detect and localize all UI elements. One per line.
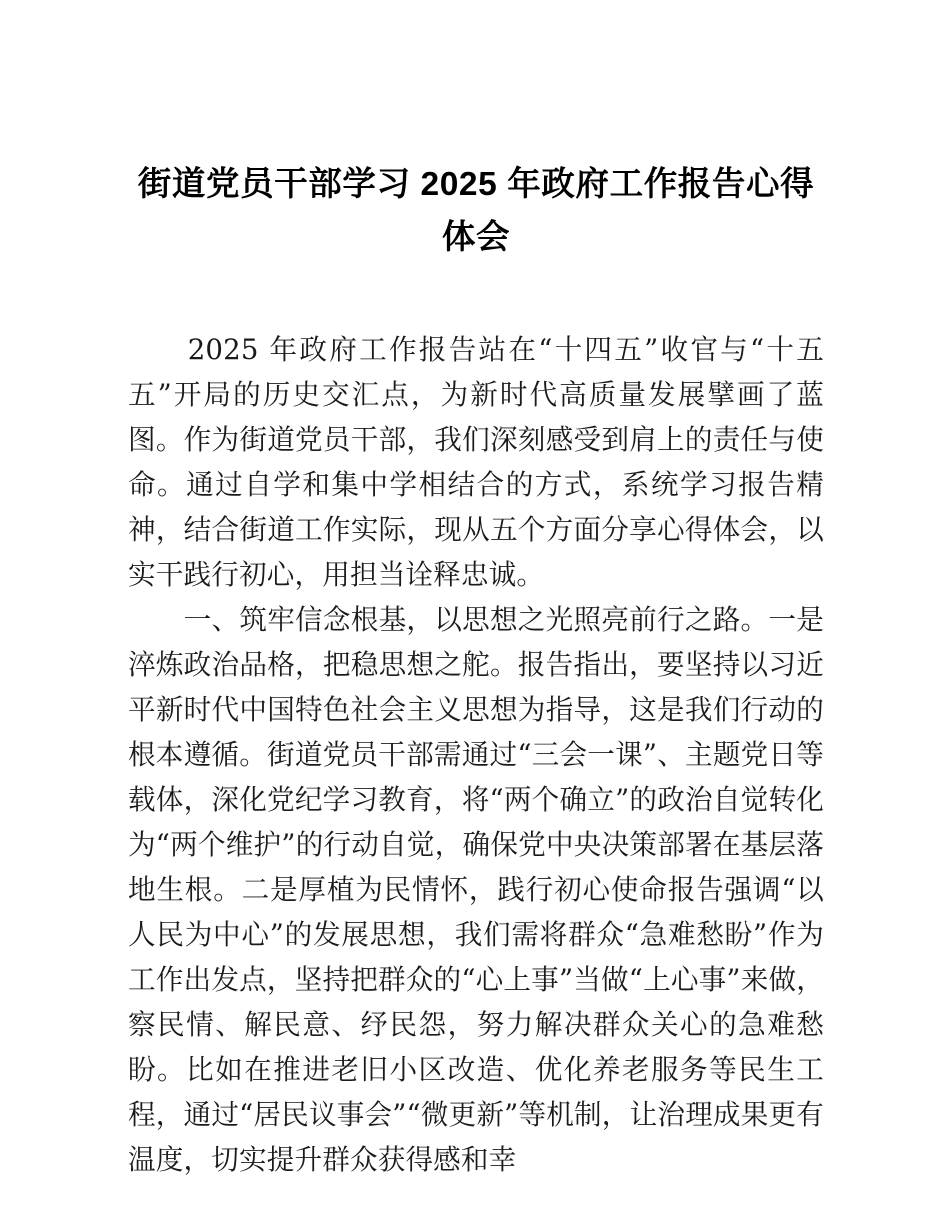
page-title: 街道党员干部学习 2025 年政府工作报告心得体会 (137, 166, 815, 256)
document-body (128, 264, 824, 1182)
paragraph-section-one: 一、筑牢信念根基，以思想之光照亮前行之路。一是淬炼政治品格，把稳思想之舵。报告指出，要坚持以习近平新时代中国特色社会主义思想为指导，这是我们行动的根本遵循。街道党员干部需通过“三会一课”、主题党日等载体，深化党纪学习教育，将“两个确立”的政治自觉转化为“两个维护”的行动自觉，确保党中央决策部署在基层落地生根。二是厚植为民情怀，践行初心使命报告强调“以人民为中心”的发展思想，我们需将群众“急难愁盼”作为工作出发点，坚持把群众的“心上事”当做“上心事”来做，察民情、解民意、纾民怨，努力解决群众关心的急难愁盼。比如在推进老旧小区改造、优化养老服务等民生工程，通过“居民议事会”“微更新”等机制，让治理成果更有温度，切实提升群众获得感和幸 (128, 603, 824, 1176)
document-content (128, 0, 824, 1182)
paragraph-intro: 2025 年政府工作报告站在“十四五”收官与“十五五”开局的历史交汇点，为新时代高质量发展擘画了蓝图。作为街道党员干部，我们深刻感受到肩上的责任与使命。通过自学和集中学相结合的方式，系统学习报告精神，结合街道工作实际，现从五个方面分享心得体会，以实干践行初心，用担当诠释忠诚。 (128, 333, 824, 591)
